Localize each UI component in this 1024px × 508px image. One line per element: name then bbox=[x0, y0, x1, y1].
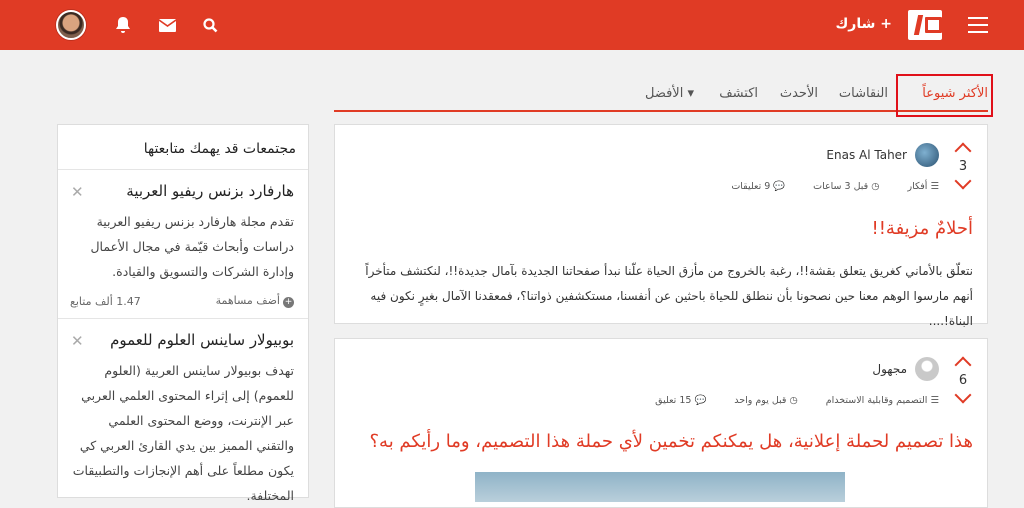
downvote-icon[interactable] bbox=[955, 173, 972, 190]
plus-circle-icon: + bbox=[284, 297, 293, 307]
community-description: تقدم مجلة هارفارد بزنس ريفيو العربية دراسات وأبحاث قيّمة في مجال الأعمال وإدارة الشركات والتسويق والقيادة. bbox=[90, 214, 294, 279]
vote-widget bbox=[951, 139, 975, 187]
add-contribution-button[interactable]: +أضف مساهمة bbox=[215, 294, 293, 307]
search-icon[interactable] bbox=[200, 15, 220, 35]
close-icon[interactable]: ✕ bbox=[71, 183, 84, 201]
close-icon[interactable]: ✕ bbox=[71, 332, 84, 350]
tab-newest[interactable]: الأحدث bbox=[779, 86, 818, 101]
vote-count: 6 bbox=[958, 373, 968, 388]
vote-widget bbox=[951, 353, 975, 401]
followers-count: 1.47 ألف متابع bbox=[70, 294, 141, 308]
logo-icon[interactable] bbox=[908, 10, 942, 40]
post-title[interactable]: أحلامٌ مزيفة!! bbox=[871, 218, 973, 239]
post-comments[interactable]: 💬 15 تعليق bbox=[655, 395, 707, 406]
author-avatar bbox=[915, 357, 939, 381]
post-category[interactable]: ☰ أفكار bbox=[907, 181, 939, 192]
community-description: تهدف بوبيولار ساينس العربية (العلوم للعموم) إلى إثراء المحتوى العلمي العربي عبر الإنترنت، ووضع المحتوى العلمي والتقني المميز بين يدي القارئ العربي كي يكون مطلعاً على أهم الإنجازات والتطبيقات المختلفة. bbox=[72, 363, 294, 503]
tab-discover[interactable]: اكتشف bbox=[719, 86, 758, 101]
post-author[interactable]: Enas Al Taher bbox=[826, 143, 939, 167]
highlight-box bbox=[896, 74, 993, 117]
bell-icon[interactable] bbox=[113, 15, 133, 35]
post-time: ◷ قبل يوم واحد bbox=[734, 395, 798, 406]
upvote-icon[interactable] bbox=[955, 357, 972, 374]
post-author[interactable]: مجهول bbox=[872, 357, 939, 381]
tab-best-dropdown[interactable]: الأفضل ▾ bbox=[644, 86, 694, 101]
post-excerpt: نتعلّق بالأماني كغريق يتعلق بقشة!!، رغبة بالخروج من مأزق الحياة علّنا نبدأ صفحاتنا الجديدة بآمال جديدة!!، لنكتشف متأخراً أنهم مارسوا الوهم معنا حين نصحونا بأن ننطلق للحياة باحثين عن أنفسنا، مستكشفين ذواتنا؟، فمعقدنا الآمال بغيرٍ نكون فيه البناة!.... bbox=[365, 264, 973, 328]
post-category[interactable]: ☰ التصميم وقابلية الاستخدام bbox=[825, 395, 939, 406]
vote-count: 3 bbox=[958, 159, 968, 174]
downvote-icon[interactable] bbox=[955, 387, 972, 404]
community-name[interactable]: هارفارد بزنس ريفيو العربية bbox=[126, 182, 294, 200]
suggested-communities-panel bbox=[57, 124, 309, 503]
menu-icon[interactable] bbox=[968, 17, 988, 33]
community-card bbox=[58, 170, 308, 319]
post-comments[interactable]: 💬 9 تعليقات bbox=[731, 181, 786, 192]
upvote-icon[interactable] bbox=[955, 143, 972, 160]
post-meta bbox=[703, 181, 939, 192]
post-title[interactable]: هذا تصميم لحملة إعلانية، هل يمكنكم تخمين لأي حملة هذا التصميم، وما رأيكم به؟ bbox=[369, 431, 973, 452]
envelope-icon[interactable] bbox=[157, 15, 177, 35]
tab-most-popular[interactable]: الأكثر شيوعاً bbox=[922, 86, 988, 112]
share-button[interactable]: + شارك bbox=[835, 16, 892, 32]
feed-tabs bbox=[334, 72, 988, 112]
community-name[interactable]: بوبيولار ساينس العلوم للعموم bbox=[110, 331, 294, 349]
tab-discussions[interactable]: النقاشات bbox=[838, 86, 888, 101]
post-meta bbox=[627, 395, 939, 406]
post-card bbox=[334, 124, 988, 328]
post-card bbox=[334, 338, 988, 508]
community-card bbox=[58, 319, 308, 508]
post-time: ◷ قبل 3 ساعات bbox=[813, 181, 880, 192]
avatar[interactable] bbox=[56, 10, 86, 40]
sidebar-title: مجتمعات قد يهمك متابعتها bbox=[58, 125, 308, 170]
author-avatar bbox=[915, 143, 939, 167]
top-navbar bbox=[0, 0, 1024, 50]
